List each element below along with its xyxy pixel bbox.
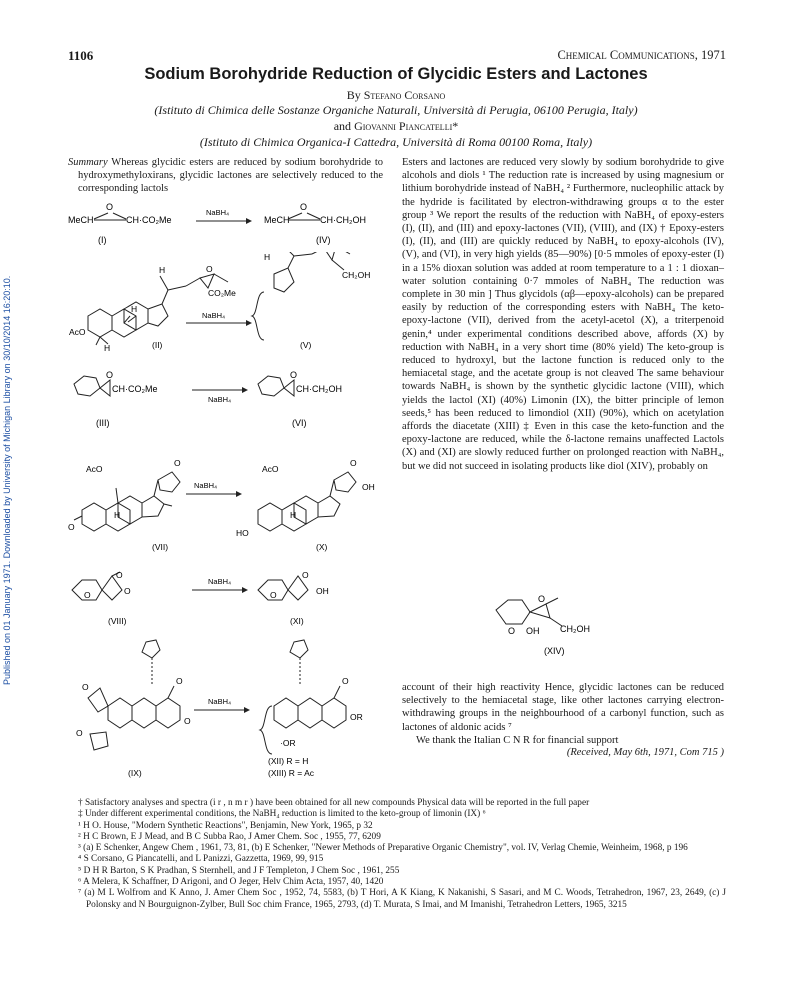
scheme-row-5 (68, 566, 386, 628)
label-I: (I) (98, 235, 107, 245)
s3-alc: CH·CH₂OH (296, 384, 342, 394)
label-VII: (VII) (152, 542, 169, 552)
scheme-row-4 (68, 436, 386, 554)
scheme-row-2 (68, 252, 386, 352)
xiv-o-ep: O (538, 594, 546, 604)
summary-text: Whereas glycidic esters are reduced by sodium borohydride to hydroxymethyloxirans, glycidic lactones are selectively reduced to the corresponding lactols (78, 157, 383, 195)
author-line-2 (66, 119, 726, 134)
journal-name: Chemical Communications, 1971 (557, 48, 726, 62)
s2r-ch2oh: CH₂OH (342, 270, 371, 280)
reagent-1: NaBH₄ (206, 208, 230, 217)
summary-label: Summary (68, 157, 108, 168)
scheme-row-3 (68, 360, 386, 430)
reagent-3: NaBH₄ (208, 395, 232, 404)
s2-h-mid: H (131, 304, 138, 314)
s4r-h: H (290, 510, 297, 520)
s4r-o: O (350, 458, 357, 468)
s5r-o-ep: O (302, 570, 309, 580)
summary-block (68, 156, 383, 196)
reaction-2-svg (68, 252, 386, 352)
affiliation-1: (Istituto di Chimica delle Sostanze Organiche Naturali, Università di Perugia, 06100 Perugia, Italy) (154, 103, 638, 117)
s4-o: O (174, 458, 181, 468)
body-continuation: account of their high reactivity Hence, glycidic lactones can be reduced selectively to the hemiacetal stage, like other lactones carrying electron-withdrawing groups in the neighbourhood of a carbonyl function, such as lactones of aldonic acids ⁷ (402, 682, 724, 733)
affiliation-2: (Istituto di Chimica Organica-I Cattedra, Università di Roma 00100 Roma, Italy) (199, 135, 593, 149)
scheme-row-6 (68, 636, 386, 786)
reaction-1-svg (68, 198, 386, 250)
s6r-o: O (342, 676, 349, 686)
s6-o4: O (184, 716, 191, 726)
reaction-5-svg (68, 566, 386, 628)
footnote-dagger: † Satisfactory analyses and spectra (i r , n m r ) have been obtained for all new compounds Physical data will be reported in the full paper (78, 798, 590, 808)
reference-4: ⁴ S Corsano, G Piancatelli, and L Panizzi, Gazzetta, 1969, 99, 915 (78, 854, 324, 865)
label-XIII: (XIII) R = Ac (268, 768, 315, 778)
footnote-ddagger: ‡ Under different experimental conditions, the NaBH₄ reduction is limited to the keto-group of limonin (IX) ⁶ (78, 809, 486, 820)
author-prefix: By (346, 88, 361, 102)
scheme-row-1 (68, 198, 386, 250)
label-V: (V) (300, 340, 312, 350)
s3-ester: CH·CO₂Me (112, 384, 158, 394)
s2-co2me: CO₂Me (208, 288, 236, 298)
reference-3: ³ (a) E Schenker, Angew Chem , 1961, 73, 81, (b) E Schenker, "Newer Methods of Preparative Organic Chemistry", vol. IV, Verlag Chemie, Weinheim, 1968, p 196 (78, 843, 688, 854)
label-XII: (XII) R = H (268, 756, 309, 766)
received-date: (Received, May 6th, 1971, Com 715 ) (566, 747, 724, 759)
author-1: Stefano Corsano (363, 88, 446, 102)
reagent-2: NaBH₄ (202, 311, 226, 320)
c1-right-o: O (300, 202, 308, 212)
s2-aco: AcO (69, 327, 86, 337)
xiv-o: O (508, 626, 516, 636)
author-line-1 (66, 88, 726, 103)
c1-right-a: MeCH (264, 215, 290, 225)
s4r-ho: HO (236, 528, 249, 538)
c1-o: O (106, 202, 114, 212)
s4-aco: AcO (86, 464, 103, 474)
article-title: Sodium Borohydride Reduction of Glycidic Esters and Lactones (144, 65, 648, 83)
reference-6: ⁶ A Melera, K Schaffner, D Arigoni, and O Jeger, Helv Chim Acta, 1957, 40, 1420 (78, 877, 384, 888)
s5r-o-ring: O (270, 590, 277, 600)
s6-o3: O (176, 676, 183, 686)
s5-o-ring: O (84, 590, 91, 600)
s5r-oh: OH (316, 586, 329, 596)
reaction-3-svg (68, 360, 386, 430)
s6r-or: OR (350, 712, 363, 722)
label-III: (III) (96, 418, 110, 428)
author-2: Giovanni Piancatelli* (354, 119, 459, 133)
s6-o1: O (82, 682, 89, 692)
s4r-aco: AcO (262, 464, 279, 474)
s2-h-top: H (159, 265, 166, 275)
s6r-or2: ·OR (280, 738, 296, 748)
c1-ester: CH·CO₂Me (126, 215, 172, 225)
s5-o-ep: O (116, 570, 123, 580)
s3-o: O (106, 370, 114, 380)
reference-1: ¹ H O. House, "Modern Synthetic Reactions", Benjamin, New York, 1965, p 32 (78, 820, 373, 831)
body-paragraph: Esters and lactones are reduced very slowly by sodium borohydride to give alcohols and diols ¹ The reduction rate is increased by using magnesium or lithium borohydride instead of NaBH₄ ² Furthermore, nucleophilic attack by the hydride is facilitated by electron-withdrawing groups α to the ester group ³ We report the results of the reduction with NaBH₄ of epoxy-esters (I), (II), and (III) and epoxy-lactones (VII), (VIII), and (IX) † Epoxy-esters (I), (II), and (III) are quickly reduced by NaBH₄ to epoxy-alcohols (IV), (V), and (VI), in very high yields (85—90%) [0·5 mmoles of epoxy-ester (I) in a 15% dioxan solution was added at room temperature to a 1 : 1 dioxan–water solution containing 0·7 mmoles of NaBH₄ The reduction was complete in 30 min ] Thus glycidols (αβ—epoxy-alcohols) can be prepared easily by reduction of the corresponding esters with NaBH₄ The keto-epoxy-lactone (VII), derived from the acetyl-acetol (X), a triterpenoid genin,⁴ under experimental conditions described above, affords (X) by reduction with NaBH₄ in a very short time (80% yield) The keto-group is reduced to hydroxyl, but the lactone function is reduced only to the hemiacetal stage, and the acetate group is not cleaved The same behaviour towards NaBH₄ is shown by the synthetic glycidic lactone (VIII), which yields the lactol (XI) (40%) Limonin (IX), the bitter principle of lemon seeds,⁵ has been reduced to limondiol (XII) (90%), which on acetylation affords the diacetate (XIII) ‡ Even in this case the keto-function and the epoxy-lactone are reduced, while the δ-lactone remains unaffected Lactols (X) and (XI) are slowly reduced further on prolonged reaction with NaBH₄, but we did not succeed in isolating products like diol (XIV), probably on (402, 157, 724, 472)
label-XI: (XI) (290, 616, 304, 626)
s2r-h: H (264, 252, 271, 262)
structure-XIV-svg (488, 590, 638, 660)
reference-2: ² H C Brown, E J Mead, and B C Subba Rao, J Amer Chem. Soc , 1955, 77, 6209 (78, 831, 381, 842)
label-VI: (VI) (292, 418, 307, 428)
xiv-ch2oh: CH₂OH (560, 624, 590, 634)
reaction-6-svg (68, 636, 386, 786)
body-right-lower (402, 681, 724, 758)
reference-7: ⁷ (a) M L Wolfrom and K Anno, J. Amer Chem Soc , 1952, 74, 5583, (b) T Hori, A K Kiang, K Nakanishi, S Sasari, and M C. Woods, Tetrahedron, 1967, 23, 2649, (c) J Polonsky and N Bourguignon-Zylber, Bull Soc chim France, 1965, 2793, (d) T. Murata, S Imai, and M Imanishi, Tetrahedron Letters, 1965, 3215 (78, 888, 726, 910)
c1-left: MeCH (68, 215, 94, 225)
s2-o: O (206, 264, 213, 274)
footnotes (68, 798, 726, 911)
label-IX: (IX) (128, 768, 142, 778)
label-X: (X) (316, 542, 328, 552)
s6-o2: O (76, 728, 83, 738)
s4r-oh: OH (362, 482, 375, 492)
s3r-o: O (290, 370, 298, 380)
reagent-5: NaBH₄ (208, 577, 232, 586)
body-right-column (402, 156, 724, 473)
label-IV: (IV) (316, 235, 331, 245)
label-VIII: (VIII) (108, 616, 127, 626)
s4-o-ketone: O (68, 522, 75, 532)
label-II: (II) (152, 340, 163, 350)
s4-h: H (114, 510, 121, 520)
s2-h-low: H (104, 343, 111, 352)
page-number: 1106 (68, 48, 94, 63)
structure-XIV (488, 590, 638, 660)
label-XIV: (XIV) (544, 646, 565, 656)
download-note: Published on 01 January 1971. Downloaded by University of Michigan Library on 30/10/2014 16:20:10. (2, 275, 12, 685)
c1-right-b: CH·CH₂OH (320, 215, 366, 225)
s5-o-co: O (124, 586, 131, 596)
reagent-6: NaBH₄ (208, 697, 232, 706)
reference-5: ⁵ D H R Barton, S K Pradhan, S Sternhell, and J F Templeton, J Chem Soc , 1961, 255 (78, 865, 400, 876)
acknowledgement: We thank the Italian C N R for financial support (416, 734, 619, 746)
xiv-oh: OH (526, 626, 540, 636)
author-and: and (333, 119, 352, 133)
reaction-4-svg (68, 436, 386, 554)
reagent-4: NaBH₄ (194, 481, 218, 490)
